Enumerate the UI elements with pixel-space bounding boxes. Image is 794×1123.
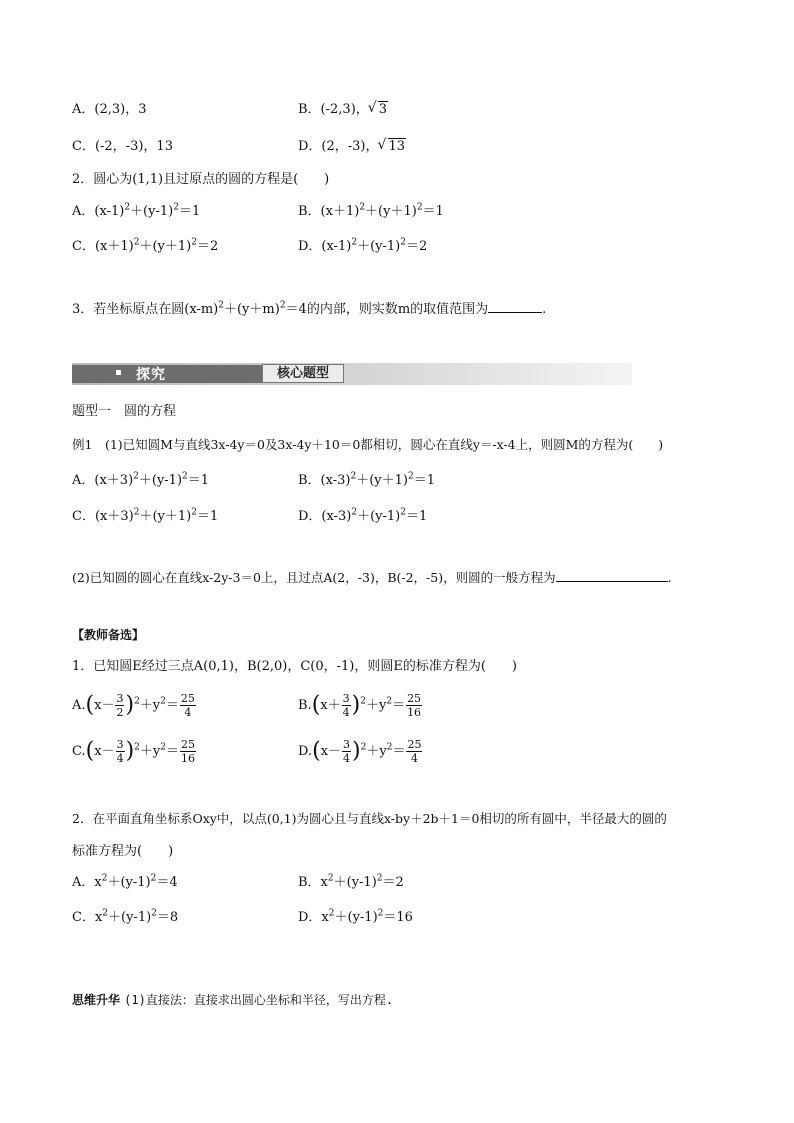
numerator: 3 xyxy=(116,692,124,705)
exponent: 2 xyxy=(351,507,358,518)
paren-open: ( xyxy=(85,692,95,718)
q2-a-part: A．(x-1) xyxy=(72,204,125,219)
expr: x＋ xyxy=(320,698,341,713)
q1-option-b-text: B．(-2,3)， xyxy=(298,102,369,117)
denominator: 4 xyxy=(342,706,350,719)
teacher-q1-stem: 1．已知圆E经过三点A(0,1)，B(2,0)，C(0，-1)，则圆E的标准方程为( ) xyxy=(72,659,517,674)
expr: ＋y xyxy=(139,744,161,759)
ex1-option-d xyxy=(298,508,427,526)
opt-part: ＝4 xyxy=(156,875,178,890)
teacher-q1-option-c xyxy=(72,735,197,769)
exponent: 2 xyxy=(124,202,131,213)
ex1-part2-text: (2)已知圆的圆心在直线x-2y-3＝0上，且过点A(2，-3)，B(-2，-5)，则圆的一般方程为 xyxy=(72,570,556,585)
ex1-c-part: C．(x＋3) xyxy=(72,509,134,524)
opt-part: C．x xyxy=(72,910,103,925)
q1-option-b xyxy=(298,101,388,119)
ex1-b-part: ＋(y＋1) xyxy=(356,473,408,488)
q3-part: ＝4的内部，则实数m的取值范围为 xyxy=(285,302,489,317)
q2-b-part: ＋(y＋1) xyxy=(365,204,417,219)
q2-option-a xyxy=(72,203,200,221)
equals: ＝ xyxy=(165,698,179,713)
ex1-b-part: ＝1 xyxy=(413,473,435,488)
exponent: 2 xyxy=(359,202,366,213)
numerator: 3 xyxy=(343,738,351,751)
answer-blank[interactable] xyxy=(556,581,668,582)
exponent: 2 xyxy=(328,908,335,919)
exponent: 2 xyxy=(400,237,406,248)
q3-part: ＋(y＋m) xyxy=(223,302,280,317)
exponent: 2 xyxy=(386,696,393,707)
denominator: 4 xyxy=(116,752,124,765)
q3-part: 3．若坐标原点在圆(x-m) xyxy=(72,302,219,317)
opt-part: ＋(y-1) xyxy=(108,910,152,925)
q3-stem xyxy=(72,301,546,319)
q2-stem: 2．圆心为(1,1)且过原点的圆的方程是( ) xyxy=(72,172,330,187)
fraction xyxy=(342,738,351,765)
exponent: 2 xyxy=(407,471,414,482)
exponent: 2 xyxy=(360,696,366,707)
exponent: 2 xyxy=(191,507,197,518)
option-label: C. xyxy=(72,744,86,759)
ex1-option-b xyxy=(298,472,435,490)
q2-a-part: ＋(y-1) xyxy=(130,204,174,219)
exponent: 2 xyxy=(279,300,286,311)
numerator: 3 xyxy=(342,692,350,705)
section-banner xyxy=(72,363,632,385)
denominator: 4 xyxy=(184,706,192,719)
opt-part: A．x xyxy=(72,875,102,890)
sqrt-symbol xyxy=(369,101,388,119)
fraction xyxy=(406,692,422,719)
exponent: 2 xyxy=(400,507,406,518)
fraction xyxy=(180,692,196,719)
summary xyxy=(72,991,393,1010)
ex1-c-part: ＝1 xyxy=(196,509,219,524)
expr: ＋y xyxy=(365,698,387,713)
exponent: 2 xyxy=(182,471,188,482)
ex1-d-part: D．(x-3) xyxy=(298,509,352,524)
exponent: 2 xyxy=(218,300,224,311)
ex1-a-part: A．(x＋3) xyxy=(72,473,134,488)
ex1-a-part: ＝1 xyxy=(187,473,210,488)
banner-label-core: 核心题型 xyxy=(262,364,344,383)
opt-part: ＝2 xyxy=(382,875,404,890)
q1-option-d-radicand: 13 xyxy=(388,139,406,154)
exponent: 2 xyxy=(101,873,108,884)
denominator: 16 xyxy=(181,752,195,765)
expr: ＋y xyxy=(139,698,161,713)
expr: x－ xyxy=(320,744,342,759)
q2-d-part: ＝2 xyxy=(405,239,428,254)
exponent: 2 xyxy=(102,908,109,919)
option-label: A. xyxy=(72,698,86,713)
teacher-q1-option-b xyxy=(298,689,423,723)
ex1-part2-end: . xyxy=(667,570,672,585)
q2-d-part: D．(x-1) xyxy=(298,239,352,254)
exponent: 2 xyxy=(191,237,197,248)
q2-c-part: ＝2 xyxy=(196,239,219,254)
paren-close: ) xyxy=(351,692,361,718)
opt-part: D．x xyxy=(298,910,329,925)
type1-title: 题型一 圆的方程 xyxy=(72,404,177,419)
exponent: 2 xyxy=(327,873,334,884)
exponent: 2 xyxy=(360,742,367,753)
teacher-q2-line1: 2．在平面直角坐标系Oxy中，以点(0,1)为圆心且与直线x-by＋2b＋1＝0相切的所有圆中，半径最大的圆的 xyxy=(72,811,667,826)
q1-option-c: C．(-2，-3)，13 xyxy=(72,139,173,154)
square-bullet-icon xyxy=(116,370,121,375)
teacher-q1-option-d xyxy=(298,735,423,769)
paren-open: ( xyxy=(312,738,321,764)
numerator: 25 xyxy=(407,692,422,705)
ex1-c-part: ＋(y＋1) xyxy=(139,509,192,524)
equals: ＝ xyxy=(165,744,179,759)
teacher-q2-option-c xyxy=(72,909,178,927)
exponent: 2 xyxy=(151,908,157,919)
teacher-q2-option-d xyxy=(298,909,413,927)
numerator: 25 xyxy=(180,692,195,705)
teacher-q2-line2: 标准方程为( ) xyxy=(72,844,174,859)
ex1-b-part: B．(x-3) xyxy=(298,473,351,488)
exponent: 2 xyxy=(416,202,423,213)
exponent: 2 xyxy=(351,237,358,248)
q1-option-a: A．(2,3)，3 xyxy=(72,102,147,117)
teacher-q1-option-a xyxy=(72,689,197,723)
opt-part: ＋(y-1) xyxy=(334,910,378,925)
paren-close: ) xyxy=(352,738,361,764)
exponent: 2 xyxy=(134,742,140,753)
ex1-a-part: ＋(y-1) xyxy=(138,473,183,488)
q2-b-part: ＝1 xyxy=(422,204,444,219)
exponent: 2 xyxy=(350,471,357,482)
opt-part: ＝8 xyxy=(156,910,179,925)
equals: ＝ xyxy=(392,698,406,713)
ex1-d-part: ＋(y-1) xyxy=(357,509,401,524)
q2-c-part: ＋(y＋1) xyxy=(139,239,192,254)
exponent: 2 xyxy=(386,742,393,753)
summary-label: 思维升华 xyxy=(72,993,121,1007)
equals: ＝ xyxy=(392,744,406,759)
q2-a-part: ＝1 xyxy=(178,204,201,219)
numerator: 25 xyxy=(181,738,195,751)
fraction xyxy=(180,738,196,765)
paren-open: ( xyxy=(311,692,321,718)
denominator: 4 xyxy=(343,752,351,765)
q2-b-part: B．(x＋1) xyxy=(298,204,360,219)
option-label: D. xyxy=(298,744,313,759)
option-label: B. xyxy=(298,698,312,713)
opt-part: ＋(y-1) xyxy=(107,875,151,890)
ex1-option-a xyxy=(72,472,209,490)
teacher-heading: 【教师备选】 xyxy=(72,628,145,642)
exponent: 2 xyxy=(150,873,157,884)
exponent: 2 xyxy=(376,873,383,884)
paren-close: ) xyxy=(125,692,135,718)
denominator: 2 xyxy=(116,706,124,719)
sqrt-symbol xyxy=(379,138,407,156)
banner-label-explore: 探究 xyxy=(136,367,166,383)
q1-option-d xyxy=(298,138,406,156)
ex1-d-part: ＝1 xyxy=(405,509,428,524)
paren-close: ) xyxy=(125,738,135,764)
fraction xyxy=(116,738,125,765)
expr: x－ xyxy=(94,744,115,759)
denominator: 16 xyxy=(407,706,422,719)
summary-text: (1)直接法：直接求出圆心坐标和半径，写出方程. xyxy=(124,993,394,1007)
q2-option-d xyxy=(298,238,427,256)
numerator: 3 xyxy=(116,738,124,751)
expr: ＋y xyxy=(366,744,387,759)
exponent: 2 xyxy=(160,696,166,707)
q2-c-part: C．(x＋1) xyxy=(72,239,134,254)
opt-part: B．x xyxy=(298,875,328,890)
denominator: 4 xyxy=(410,752,418,765)
exponent: 2 xyxy=(133,507,140,518)
opt-part: ＝16 xyxy=(383,910,413,925)
fraction xyxy=(342,692,351,719)
q1-option-b-radicand: 3 xyxy=(378,102,388,117)
numerator: 25 xyxy=(407,738,422,751)
ex1-part2 xyxy=(72,569,672,587)
exponent: 2 xyxy=(133,237,140,248)
paren-open: ( xyxy=(85,738,95,764)
teacher-q2-option-b xyxy=(298,874,404,892)
teacher-q2-option-a xyxy=(72,874,178,892)
expr: x－ xyxy=(94,698,115,713)
q3-end: . xyxy=(542,302,547,317)
exponent: 2 xyxy=(160,742,166,753)
q2-d-part: ＋(y-1) xyxy=(357,239,401,254)
q1-option-d-text: D．(2，-3)， xyxy=(298,139,379,154)
q2-option-b xyxy=(298,203,444,221)
exponent: 2 xyxy=(377,908,384,919)
answer-blank[interactable] xyxy=(488,312,542,313)
fraction xyxy=(406,738,422,765)
q2-option-c xyxy=(72,238,218,256)
fraction xyxy=(115,692,124,719)
ex1-stem: 例1 (1)已知圆M与直线3x-4y＝0及3x-4y＋10＝0都相切，圆心在直线y＝-x-4上，则圆M的方程为( ) xyxy=(72,437,664,452)
exponent: 2 xyxy=(173,202,179,213)
exponent: 2 xyxy=(134,696,140,707)
exponent: 2 xyxy=(133,471,139,482)
ex1-option-c xyxy=(72,508,218,526)
opt-part: ＋(y-1) xyxy=(333,875,377,890)
